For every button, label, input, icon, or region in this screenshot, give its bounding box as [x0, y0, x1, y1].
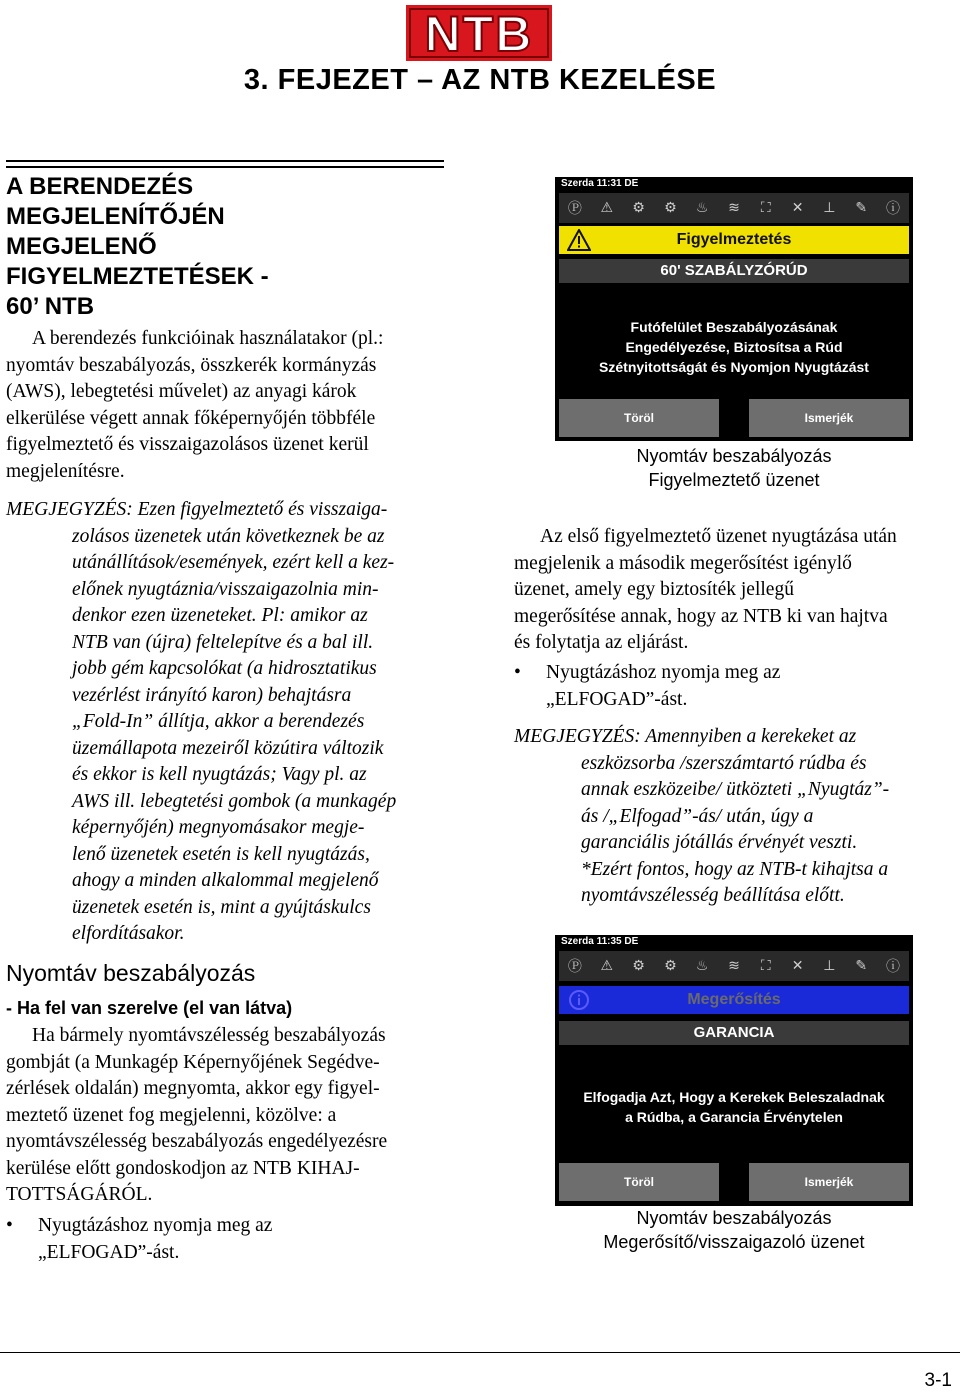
subheading-condition: - Ha fel van szerelve (el van látva) — [6, 998, 293, 1018]
section-rule-bottom — [6, 166, 444, 168]
screen-subtitle: GARANCIA — [693, 1024, 775, 1041]
text-line: kerülése előtt gondoskodjon az NTB KIHAJ- — [6, 1157, 360, 1179]
hydraulic-icon[interactable]: ≋ — [728, 200, 740, 216]
text-line: MEGJEGYZÉS: Ezen figyelmeztető és visszaiga- — [6, 499, 388, 520]
tools-icon[interactable]: ✕ — [791, 958, 804, 974]
caption-line: Nyomtáv beszabályozás — [636, 1208, 832, 1228]
text-line: Ha bármely nyomtávszélesség beszabályozás — [32, 1025, 386, 1046]
text-line: nyomtáv beszabályozás, összkerék kormányzás — [6, 354, 377, 376]
status-bar: Szerda 11:35 DE — [561, 936, 639, 947]
acknowledge-button[interactable]: Ismerjék — [749, 1163, 909, 1201]
text-line: Nyugtázáshoz nyomja meg az — [546, 662, 781, 683]
message-line: a Rúdba, a Garancia Érvénytelen — [625, 1109, 843, 1125]
text-line: „ELFOGAD”-ást. — [38, 1241, 180, 1263]
text-line: megjelenítésre. — [6, 460, 125, 482]
text-line: „ELFOGAD”-ást. — [546, 688, 688, 710]
info-icon[interactable]: ⓘ — [886, 201, 901, 217]
text-line: üzenetek esetén is, mint a gyújtáskulcs — [72, 896, 371, 918]
text-line: megerősítése annak, hogy az NTB ki van hajtva — [514, 605, 888, 627]
screen-subtitle: 60' SZABÁLYZÓRÚD — [660, 262, 808, 279]
chapter-title: 3. FEJEZET – AZ NTB KEZELÉSE — [243, 64, 717, 96]
text-line: (AWS), lebegtetési művelet) az anyagi károk — [6, 381, 357, 402]
text-line: AWS ill. lebegtetési gombok (a munkagép — [72, 790, 397, 812]
cancel-button[interactable]: Töröl — [559, 399, 719, 437]
text-line: és folytatja az eljárást. — [514, 632, 689, 653]
cancel-button[interactable]: Töröl — [559, 1163, 719, 1201]
screen-message — [559, 1087, 909, 1127]
text-line: NTB van (újra) feltelepítve és a bal ill. — [72, 631, 374, 653]
warning-bar — [559, 226, 909, 254]
screen-message — [559, 317, 909, 377]
text-line: garanciális jótállás érvényét veszti. — [581, 832, 858, 853]
text-line: nyomtávszélesség beszabályozás engedélyezésre — [6, 1131, 388, 1152]
text-line: Nyugtázáshoz nyomja meg az — [38, 1215, 273, 1236]
text-line: és ekkor is kell nyugtázás; Vagy pl. az — [72, 764, 367, 785]
text-line: zérlések oldalán) megnyomta, akkor egy figyel- — [6, 1078, 380, 1099]
right-paragraph — [514, 524, 954, 657]
right-note — [514, 724, 954, 910]
oil-icon[interactable]: ♨ — [695, 200, 709, 216]
parking-icon[interactable]: Ⓟ — [567, 201, 582, 217]
status-bar: Szerda 11:31 DE — [561, 178, 639, 189]
temperature-icon[interactable]: ⊥ — [823, 958, 836, 974]
temperature-icon[interactable]: ⊥ — [823, 200, 836, 216]
message-line: Szétnyitottságát és Nyomjon Nyugtázást — [599, 359, 869, 375]
engine-icon[interactable]: ⚙ — [632, 200, 645, 216]
text-line: előnek nyugtáznia/visszaigazolnia min- — [72, 578, 379, 600]
subtitle-bar — [559, 259, 909, 283]
hydraulic-icon[interactable]: ≋ — [728, 958, 740, 974]
text-line: elkerülése végett annak főképernyőjén többféle — [6, 407, 376, 429]
parking-icon[interactable]: Ⓟ — [567, 959, 582, 975]
text-line: gombját (a Munkagép Képernyőjének Segédve- — [6, 1051, 380, 1073]
text-line: nyomtávszélesség beállítása előtt. — [581, 885, 845, 906]
text-line: üzemállapota mezeiről közútira változik — [72, 737, 384, 759]
text-line: vezérlést irányító karon) behajtásra — [72, 684, 352, 706]
caption-line: Megerősítő/visszaigazoló üzenet — [603, 1232, 865, 1252]
wrench-icon[interactable]: ✎ — [855, 200, 868, 216]
text-line: TOTTSÁGÁRÓL. — [6, 1184, 153, 1205]
section-title-line: A BERENDEZÉS — [6, 173, 194, 200]
bullet-item — [6, 1213, 446, 1266]
confirmation-screen — [555, 935, 913, 1206]
text-line: lenő üzenetek esetén is kell nyugtázás, — [72, 843, 370, 865]
text-line: ás /„Elfogad”-ás/ után, úgy a — [581, 805, 814, 827]
section-title — [6, 172, 444, 322]
filter-icon[interactable]: ⛶ — [760, 958, 771, 974]
wrench-icon[interactable]: ✎ — [855, 958, 868, 974]
intro-paragraph — [6, 326, 444, 485]
section-title-line: 60’ NTB — [6, 293, 95, 320]
text-line: üzenet, amely egy biztosíték jellegű — [514, 579, 794, 600]
text-line: MEGJEGYZÉS: Amennyiben a kerekeket az — [514, 726, 857, 747]
note-paragraph — [6, 497, 446, 948]
tools-icon[interactable]: ✕ — [791, 200, 804, 216]
icon-toolbar — [559, 951, 909, 981]
warning-screen — [555, 177, 913, 441]
text-line: ahogy a minden alkalommal megjelenő — [72, 870, 379, 891]
alert-icon[interactable]: ⚠ — [600, 958, 613, 974]
message-line: Futófelület Beszabályozásának — [630, 319, 838, 335]
footer-rule — [0, 1352, 960, 1353]
section-title-line: MEGJELENŐ — [6, 233, 157, 260]
confirmation-bar — [559, 986, 909, 1014]
text-line: A berendezés funkcióinak használatakor (pl.: — [32, 328, 384, 349]
gear-icon[interactable]: ⚙ — [664, 958, 677, 974]
info-icon[interactable]: ⓘ — [886, 959, 901, 975]
text-line: figyelmeztető és visszaigazolásos üzenet kerül — [6, 434, 369, 455]
engine-icon[interactable]: ⚙ — [632, 958, 645, 974]
text-line: annak eszközeibe/ ütközteti „Nyugtáz”- — [581, 779, 890, 800]
text-line: *Ezért fontos, hogy az NTB-t kihajtsa a — [581, 858, 889, 880]
caption-line: Nyomtáv beszabályozás — [636, 446, 832, 466]
section-title-line: MEGJELENÍTŐJÉN — [6, 203, 225, 230]
text-line: megjelenik a második megerősítést igénylő — [514, 552, 852, 574]
text-line: utánállítások/események, ezért kell a kez- — [72, 552, 395, 573]
gear-icon[interactable]: ⚙ — [664, 200, 677, 216]
section-rule-top — [6, 160, 444, 162]
text-line: jobb gém kapcsolókat (a hidrosztatikus — [72, 658, 377, 679]
text-line: „Fold-In” állítja, akkor a berendezés — [72, 711, 365, 732]
text-line: képernyőjén) megnyomásakor megje- — [72, 817, 365, 838]
acknowledge-button[interactable]: Ismerjék — [749, 399, 909, 437]
caption-line: Figyelmeztető üzenet — [648, 470, 820, 490]
body-paragraph — [6, 1023, 446, 1209]
section-title-line: FIGYELMEZTETÉSEK - — [6, 263, 269, 290]
filter-icon[interactable]: ⛶ — [760, 200, 771, 216]
text-line: eszközsorba /szerszámtartó rúdba és — [581, 752, 867, 774]
icon-toolbar — [559, 193, 909, 223]
text-line: Az első figyelmeztető üzenet nyugtázása után — [540, 526, 897, 547]
text-line: denkor ezen üzeneteket. Pl: amikor az — [72, 605, 368, 626]
ntb-logo — [404, 3, 554, 63]
page-number: 3-1 — [924, 1370, 952, 1391]
subheading: Nyomtáv beszabályozás — [6, 960, 256, 986]
bullet-mark: • — [514, 662, 521, 683]
bullet-mark: • — [6, 1215, 13, 1236]
bullet-item — [514, 660, 954, 713]
figure-caption — [555, 1206, 913, 1254]
warning-title: Figyelmeztetés — [676, 231, 792, 248]
text-line: meztető üzenet fog megjelenni, közölve: a — [6, 1104, 337, 1126]
message-line: Engedélyezése, Biztosítsa a Rúd — [625, 339, 843, 355]
confirmation-title: Megerősítés — [687, 991, 781, 1008]
alert-icon[interactable]: ⚠ — [600, 200, 613, 216]
text-line: elfordításakor. — [72, 923, 185, 944]
text-line: zolásos üzenetek után következnek be az — [72, 525, 385, 547]
figure-caption — [555, 444, 913, 492]
logo-text: NTB — [424, 6, 534, 62]
oil-icon[interactable]: ♨ — [695, 958, 709, 974]
subtitle-bar — [559, 1021, 909, 1045]
message-line: Elfogadja Azt, Hogy a Kerekek Beleszaladnak — [583, 1089, 885, 1105]
